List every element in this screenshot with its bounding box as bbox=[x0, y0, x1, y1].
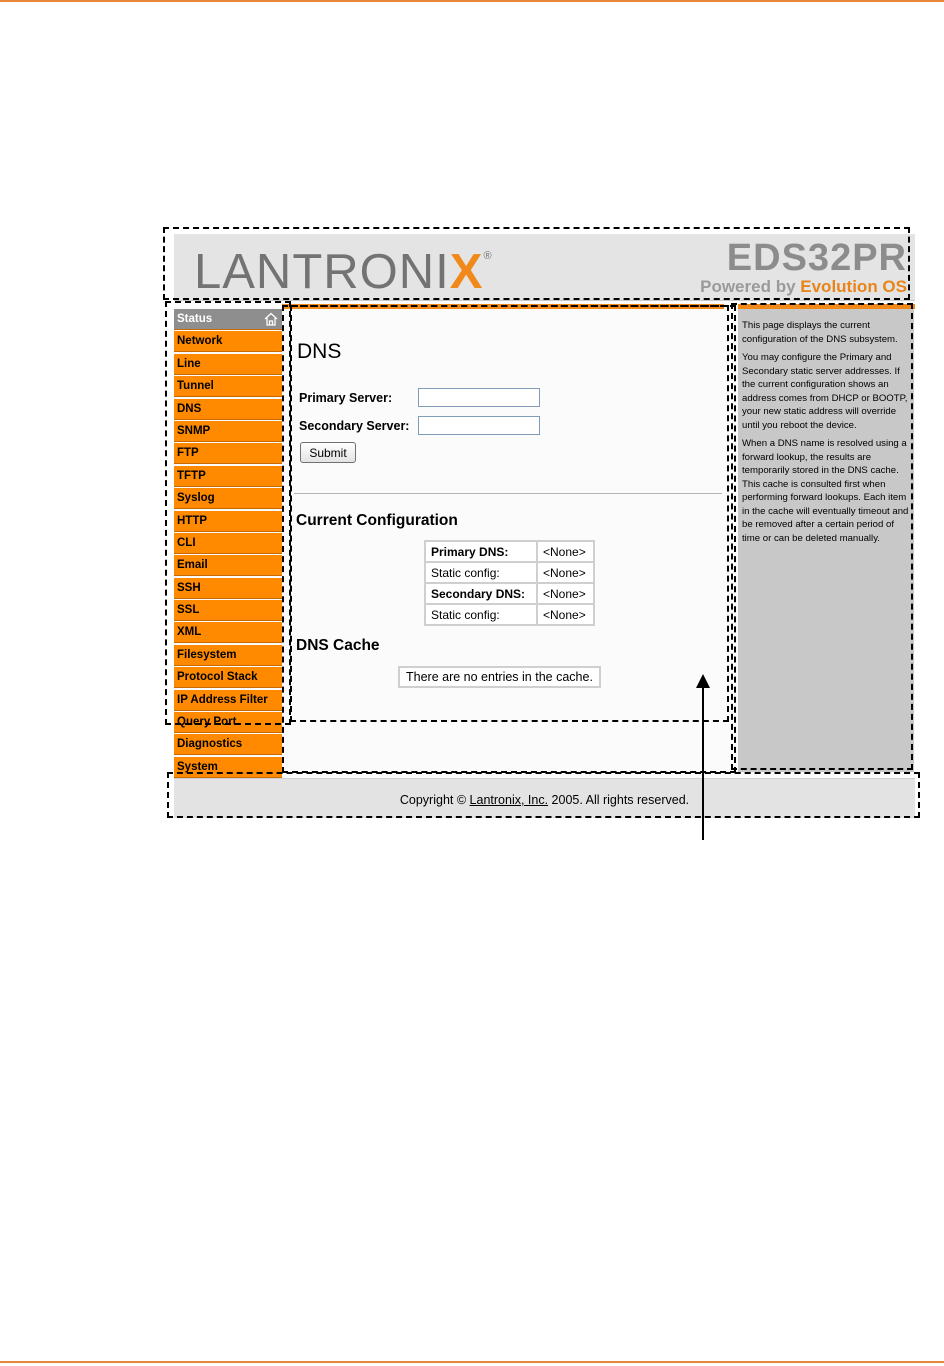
copyright-text: Copyright © bbox=[399, 793, 467, 807]
section-divider bbox=[294, 493, 722, 494]
primary-server-input[interactable] bbox=[418, 388, 540, 407]
product-branding bbox=[700, 238, 907, 296]
table-cell-key: Secondary DNS: bbox=[425, 583, 537, 604]
powered-os: Evolution OS bbox=[800, 277, 907, 296]
help-panel bbox=[738, 309, 914, 772]
sidebar-item-label: Filesystem bbox=[177, 648, 237, 661]
sidebar-item-label: SSL bbox=[177, 604, 200, 617]
sidebar-item-ftp[interactable] bbox=[174, 443, 282, 464]
sidebar-item-label: Line bbox=[177, 357, 201, 370]
sidebar-item-network[interactable] bbox=[174, 331, 282, 352]
lantronix-link[interactable]: Lantronix, Inc. bbox=[469, 793, 549, 807]
sidebar-item-label: Diagnostics bbox=[177, 738, 243, 751]
product-model: EDS32PR bbox=[726, 237, 907, 279]
current-configuration-title: Current Configuration bbox=[296, 512, 458, 529]
table-cell-key: Static config: bbox=[425, 562, 537, 583]
table-row bbox=[425, 604, 594, 625]
top-page-rule bbox=[0, 0, 944, 2]
logo-x: X bbox=[449, 245, 484, 299]
submit-button[interactable]: Submit bbox=[300, 442, 356, 463]
sidebar-item-ssh[interactable] bbox=[174, 578, 282, 599]
table-cell-value: <None> bbox=[537, 541, 594, 562]
sidebar-item-label: TFTP bbox=[177, 469, 206, 482]
sidebar-item-label: Network bbox=[177, 335, 223, 348]
sidebar-item-label: DNS bbox=[177, 402, 202, 415]
sidebar-item-cli[interactable] bbox=[174, 533, 282, 554]
table-row bbox=[425, 562, 594, 583]
table-cell-key: Static config: bbox=[425, 604, 537, 625]
table-cell-value: <None> bbox=[537, 562, 594, 583]
sidebar-item-filesystem[interactable] bbox=[174, 645, 282, 666]
sidebar-item-label: HTTP bbox=[177, 514, 208, 527]
dns-cache-title: DNS Cache bbox=[296, 637, 380, 654]
sidebar-item-tftp[interactable] bbox=[174, 466, 282, 487]
sidebar-item-label: SSH bbox=[177, 581, 201, 594]
sidebar-item-label: FTP bbox=[177, 447, 199, 460]
sidebar-item-diagnostics[interactable] bbox=[174, 734, 282, 755]
callout-arrow-line bbox=[702, 683, 704, 840]
sidebar-item-label: SNMP bbox=[177, 424, 211, 437]
sidebar-item-system[interactable] bbox=[174, 757, 282, 778]
help-paragraph: You may configure the Primary and Secondary static server addresses. If the current configuration shows an address comes from DHCP or BOOTP, your new static address will override until you reboot the device. bbox=[742, 352, 908, 431]
table-row bbox=[425, 541, 594, 562]
sidebar-item-dns[interactable] bbox=[174, 399, 282, 420]
secondary-server-label: Secondary Server: bbox=[299, 419, 410, 433]
sidebar-nav bbox=[174, 309, 282, 779]
table-row bbox=[425, 583, 594, 604]
sidebar-item-label: Tunnel bbox=[177, 380, 214, 393]
current-configuration-table bbox=[424, 540, 595, 626]
sidebar-item-label: Status bbox=[177, 313, 213, 325]
sidebar-item-label: Query Port bbox=[177, 716, 237, 729]
powered-by bbox=[700, 278, 907, 296]
sidebar-item-snmp[interactable] bbox=[174, 421, 282, 442]
sidebar-item-ssl[interactable] bbox=[174, 600, 282, 621]
cache-empty-message: There are no entries in the cache. bbox=[398, 666, 601, 688]
secondary-server-input[interactable] bbox=[418, 416, 540, 435]
sidebar-item-ip-address-filter[interactable] bbox=[174, 690, 282, 711]
sidebar-item-label: Syslog bbox=[177, 492, 215, 505]
sidebar-item-label: Email bbox=[177, 559, 208, 572]
sidebar-item-line[interactable] bbox=[174, 354, 282, 375]
logo-text: LANTRONI bbox=[194, 245, 450, 299]
copyright-suffix: 2005. All rights reserved. bbox=[551, 793, 690, 807]
sidebar-item-email[interactable] bbox=[174, 555, 282, 576]
sidebar-item-syslog[interactable] bbox=[174, 488, 282, 509]
lantronix-logo bbox=[194, 244, 493, 300]
help-paragraph: This page displays the current configuration of the DNS subsystem. bbox=[742, 320, 898, 345]
table-cell-value: <None> bbox=[537, 604, 594, 625]
table-cell-key: Primary DNS: bbox=[425, 541, 537, 562]
footer bbox=[174, 778, 915, 818]
sidebar-item-label: IP Address Filter bbox=[177, 693, 268, 706]
page-title: DNS bbox=[297, 340, 342, 363]
sidebar-item-status[interactable] bbox=[174, 309, 282, 330]
main-top-bar bbox=[282, 304, 724, 309]
header-banner bbox=[174, 234, 915, 301]
sidebar-item-label: Protocol Stack bbox=[177, 671, 258, 684]
callout-arrowhead bbox=[696, 674, 710, 688]
home-icon[interactable] bbox=[264, 312, 278, 326]
sidebar-item-query-port[interactable] bbox=[174, 712, 282, 733]
sidebar-item-xml[interactable] bbox=[174, 622, 282, 643]
bottom-page-rule bbox=[0, 1361, 944, 1363]
sidebar-item-http[interactable] bbox=[174, 511, 282, 532]
sidebar-item-label: CLI bbox=[177, 536, 196, 549]
table-cell-value: <None> bbox=[537, 583, 594, 604]
powered-prefix: Powered by bbox=[700, 277, 796, 296]
sidebar-item-label: System bbox=[177, 760, 218, 773]
sidebar-item-tunnel[interactable] bbox=[174, 376, 282, 397]
primary-server-label: Primary Server: bbox=[299, 391, 393, 405]
registered-mark: ® bbox=[483, 250, 493, 262]
help-paragraph: When a DNS name is resolved using a forward lookup, the results are temporarily stored in the DNS cache. This cache is consulted first when performing forward lookups. Each item in the cache will eventually timeout and be removed after a certain period of time or can be deleted manually. bbox=[742, 438, 909, 544]
sidebar-item-label: XML bbox=[177, 626, 202, 639]
sidebar-item-protocol-stack[interactable] bbox=[174, 667, 282, 688]
